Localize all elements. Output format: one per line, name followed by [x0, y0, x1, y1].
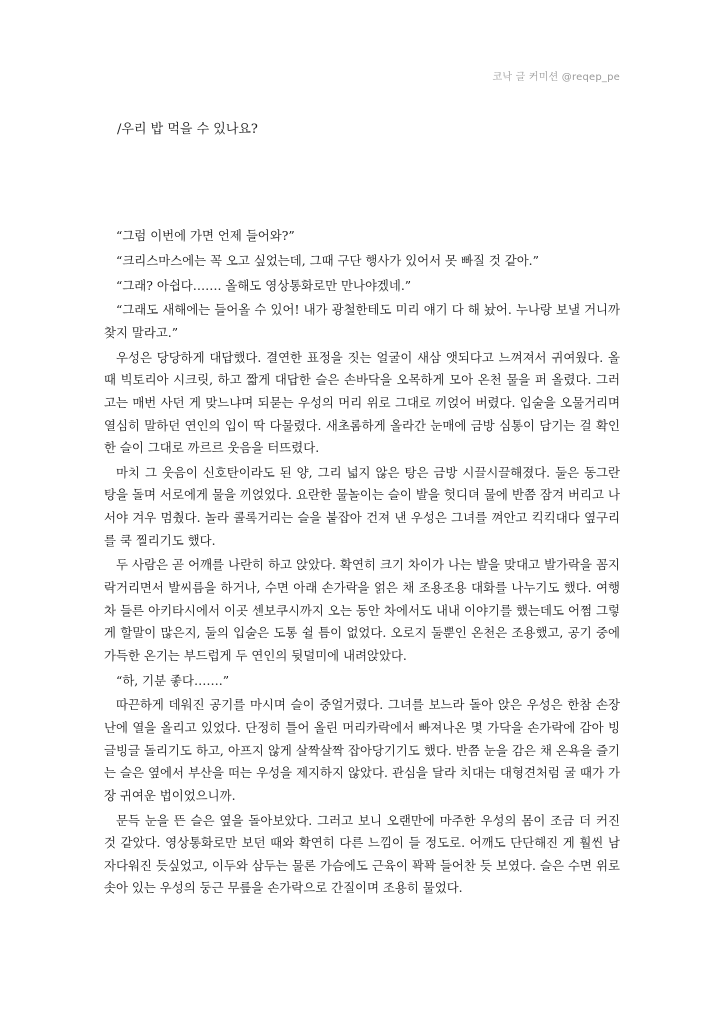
- chapter-title: /우리 밥 먹을 수 있나요?: [117, 122, 258, 137]
- author-credit: 코낙 글 커미션 @reqep_pe: [492, 72, 620, 83]
- paragraph: “크리스마스에는 꼭 오고 싶었는데, 그때 구단 행사가 있어서 못 빠질 것 같아.”: [116, 252, 539, 268]
- paragraph: 따끈하게 데워진 공기를 마시며 슬이 중얼거렸다. 그녀를 보느라 돌아 앉은 우성은 한참 손장난에 열을 올리고 있었다. 단정히 틀어 올린 머리카락에서 빠져나온 몇 가닥을 손가락에 감아 빙글빙글 돌리기도 하고, 아프지 않게 살짝살짝 잡아당기기도 했다. 반쯤 눈을 감은 채 온욕을 즐기는 슬은 옆에서 부산을 떠는 우성을 제지하지 않았다. 관심을 달라 치대는 대형견처럼 굴 때가 가장 귀여운 법이었으니까.: [104, 697, 620, 803]
- paragraph: “그래? 아쉽다……. 올해도 영상통화로만 만나야겠네.”: [116, 277, 412, 293]
- paragraph: 마치 그 웃음이 신호탄이라도 된 양, 그리 넓지 않은 탕은 금방 시끌시끌해졌다. 둘은 동그란 탕을 돌며 서로에게 물을 끼얹었다. 요란한 물놀이는 슬이 발을 헛디뎌 물에 반쯤 잠겨 버리고 나서야 겨우 멈췄다. 놀라 콜록거리는 슬을 붙잡아 건져 낸 우성은 그녀를 껴안고 킥킥대다 옆구리를 쿡 찔리기도 했다.: [104, 464, 620, 548]
- paragraph: “그럼 이번에 가면 언제 들어와?”: [116, 228, 295, 243]
- paragraph: “그래도 새해에는 들어올 수 있어! 내가 광철한테도 미리 얘기 다 해 놨어. 누나랑 보낼 거니까 찾지 말라고.”: [104, 302, 620, 340]
- story-body: [104, 225, 620, 902]
- paragraph: 두 사람은 곧 어깨를 나란히 하고 앉았다. 확연히 크기 차이가 나는 발을 맞대고 발가락을 꼼지락거리면서 발씨름을 하거나, 수면 아래 손가락을 얽은 채 조용조용 대화를 나누기도 했다. 여행차 들른 아키타시에서 이곳 센보쿠시까지 오는 동안 차에서도 내내 이야기를 했는데도 어쩜 그렇게 할말이 많은지, 둘의 입술은 도통 쉴 틈이 없었다. 오로지 둘뿐인 온천은 조용했고, 공기 중에 가득한 온기는 부드럽게 두 연인의 뒷덜미에 내려앉았다.: [104, 557, 620, 663]
- paragraph: 문득 눈을 뜬 슬은 옆을 돌아보았다. 그러고 보니 오랜만에 마주한 우성의 몸이 조금 더 커진 것 같았다. 영상통화로만 보던 때와 확연히 다른 느낌이 들 정도로. 어깨도 단단해진 게 훨씬 남자다워진 듯싶었고, 이두와 삼두는 물론 가슴에도 근육이 꽉꽉 들어찬 듯 보였다. 슬은 수면 위로 솟아 있는 우성의 둥근 무릎을 손가락으로 간질이며 조용히 물었다.: [104, 812, 620, 896]
- paragraph: 우성은 당당하게 대답했다. 결연한 표정을 짓는 얼굴이 새삼 앳되다고 느껴져서 귀여웠다. 올때 빅토리아 시크릿, 하고 짧게 대답한 슬은 손바닥을 오목하게 모아 온천 물을 퍼 올렸다. 그러고는 매번 사던 게 맞느냐며 되묻는 우성의 머리 위로 그대로 끼얹어 버렸다. 입술을 오물거리며 열심히 말하던 연인의 입이 딱 다물렸다. 새초롬하게 올라간 눈매에 금방 심통이 담기는 걸 확인한 슬이 그대로 까르르 웃음을 터뜨렸다.: [104, 349, 620, 456]
- paragraph: “하, 기분 좋다…….”: [116, 672, 230, 688]
